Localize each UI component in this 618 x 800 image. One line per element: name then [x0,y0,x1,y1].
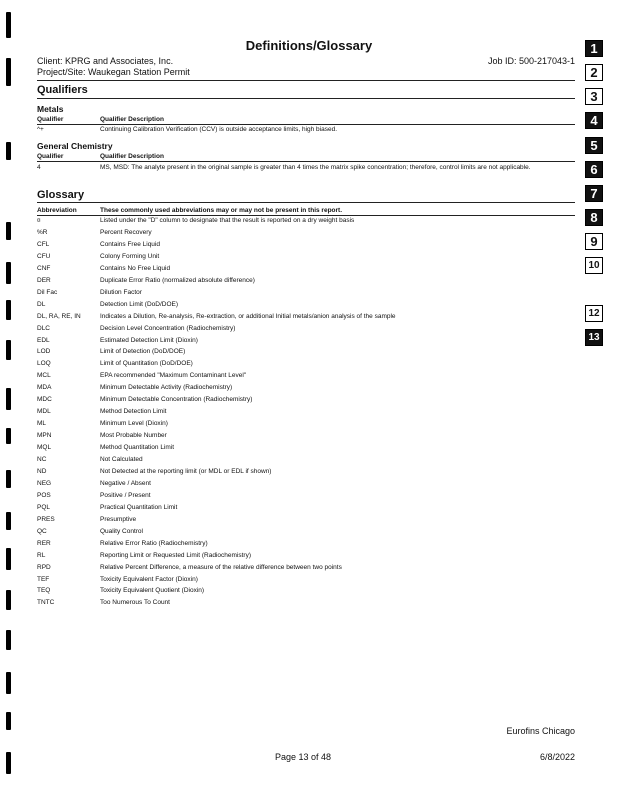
abbreviation: PRES [37,515,55,523]
abbreviation-meaning: Not Detected at the reporting limit (or MDL or EDL if shown) [100,467,272,475]
section-tab-10[interactable]: 10 [585,257,603,274]
abbreviation-meaning: Listed under the "D" column to designate that the result is reported on a dry weight basis [100,217,355,224]
abbreviation-meaning: Practical Quantitation Limit [100,503,178,511]
abbreviation: NEG [37,479,52,487]
abbreviation: CFL [37,240,50,248]
abbreviation: DL, RA, RE, IN [37,312,81,320]
abbreviation-meaning: Indicates a Dilution, Re-analysis, Re-extraction, or additional Initial metals/anion analysis of the sample [100,312,396,320]
abbreviation-meaning: Dilution Factor [100,288,142,296]
job-id: Job ID: 500-217043-1 [487,56,575,66]
binder-mark [6,142,11,160]
binder-mark [6,470,11,488]
abbreviation: CNF [37,264,51,272]
abbreviation-meaning: Estimated Detection Limit (Dioxin) [100,336,198,344]
abbreviation-meaning: Minimum Detectable Concentration (Radiochemistry) [100,396,253,404]
abbreviation: TEF [37,575,50,583]
column-header-qualifier: Qualifier [37,116,64,123]
column-rule [37,161,575,162]
abbreviation-meaning: Contains Free Liquid [100,240,160,248]
abbreviation-meaning: EPA recommended "Maximum Contaminant Level" [100,372,247,380]
page-number: Page 13 of 48 [275,752,332,762]
abbreviation: ¤ [37,217,41,224]
section-tab-8[interactable]: 8 [585,209,603,226]
section-tab-12[interactable]: 12 [585,305,603,322]
abbreviation-meaning: Too Numerous To Count [100,599,170,607]
abbreviation: DER [37,276,51,284]
abbreviation-meaning: Reporting Limit or Requested Limit (Radiochemistry) [100,551,252,559]
abbreviation: DLC [37,324,51,332]
abbreviation-meaning: Decision Level Concentration (Radiochemistry) [100,324,236,332]
abbreviation-meaning: Percent Recovery [100,228,152,236]
abbreviation: MDA [37,384,52,392]
abbreviation-meaning: Detection Limit (DoD/DOE) [100,300,179,308]
abbreviation-meaning: Not Calculated [100,456,143,463]
column-header-description: Qualifier Description [100,153,164,160]
section-tab-7[interactable]: 7 [585,185,603,202]
abbreviation-meaning: Colony Forming Unit [100,252,160,260]
binder-mark [6,388,11,410]
abbreviation-meaning: Toxicity Equivalent Factor (Dioxin) [100,575,198,583]
abbreviation-meaning: Duplicate Error Ratio (normalized absolute difference) [100,276,255,284]
section-tab-9[interactable]: 9 [585,233,603,250]
abbreviation-meaning: Limit of Quantitation (DoD/DOE) [100,360,193,368]
abbreviation: PQL [37,503,51,511]
abbreviation: MCL [37,372,51,380]
binder-mark [6,58,11,86]
abbreviation: RL [37,551,46,559]
abbreviation: MDC [37,396,52,404]
header-rule [37,80,575,81]
lab-name: Eurofins Chicago [506,726,575,736]
binder-mark [6,222,11,240]
column-rule [37,124,575,125]
abbreviation-meaning: Relative Percent Difference, a measure of the relative difference between two points [100,563,342,571]
abbreviation-meaning: Relative Error Ratio (Radiochemistry) [100,539,208,547]
abbreviation: TEQ [37,587,51,595]
section-tab-2[interactable]: 2 [585,64,603,81]
qualifier-code: 4 [37,164,41,171]
binder-mark [6,428,11,444]
abbreviation-meaning: Negative / Absent [100,479,151,487]
abbreviation: TNTC [37,599,55,607]
group-heading-general-chemistry: General Chemistry [37,141,113,151]
abbreviation-meaning: Toxicity Equivalent Quotient (Dioxin) [100,587,205,595]
abbreviation-meaning: Positive / Present [100,491,151,499]
abbreviation: MPN [37,432,52,440]
binder-mark [6,12,11,38]
section-tab-13[interactable]: 13 [585,329,603,346]
qualifier-description: Continuing Calibration Verification (CCV) is outside acceptance limits, high biased. [100,126,338,133]
abbreviation: CFU [37,252,51,260]
section-tab-5[interactable]: 5 [585,137,603,154]
qualifier-description: MS, MSD: The analyte present in the original sample is greater than 4 times the matrix spike concentration; therefore, control limits are not applicable. [100,164,531,171]
binder-mark [6,672,11,694]
glossary-heading: Glossary [37,189,85,201]
abbreviation-meaning: Presumptive [100,515,137,523]
abbreviation-meaning: Limit of Detection (DoD/DOE) [100,348,186,356]
abbreviation: ML [37,420,47,428]
project-line: Project/Site: Waukegan Station Permit [37,67,190,77]
abbreviation: RPD [37,563,51,571]
abbreviation: POS [37,491,51,499]
abbreviation: ND [37,467,47,475]
binder-mark [6,262,11,284]
abbreviation: QC [37,527,47,535]
qualifier-code: ^+ [37,126,44,133]
binder-mark [6,712,11,730]
client-line: Client: KPRG and Associates, Inc. [37,56,174,66]
section-tab-4[interactable]: 4 [585,112,603,129]
abbreviation-meaning: Quality Control [100,527,143,535]
abbreviation: MQL [37,444,52,452]
abbreviation: RER [37,539,51,547]
binder-mark [6,340,11,360]
report-date: 6/8/2022 [539,752,575,762]
abbreviation-meaning: Contains No Free Liquid [100,264,171,272]
qualifiers-heading: Qualifiers [37,84,88,96]
abbreviation: LOD [37,348,51,356]
column-header-meaning: These commonly used abbreviations may or may not be present in this report. [100,207,343,214]
section-tab-6[interactable]: 6 [585,161,603,178]
abbreviation-meaning: Most Probable Number [100,432,167,440]
page-title: Definitions/Glossary [245,38,373,53]
binder-mark [6,630,11,650]
abbreviation: LOQ [37,360,51,368]
binder-mark [6,752,11,774]
abbreviation-meaning: Method Quantitation Limit [100,444,175,452]
column-header-description: Qualifier Description [100,116,164,123]
column-rule [37,215,575,216]
abbreviation: EDL [37,336,50,344]
column-header-qualifier: Qualifier [37,153,64,160]
column-header-abbreviation: Abbreviation [37,207,77,214]
binder-mark [6,300,11,320]
binder-mark [6,548,11,570]
section-rule [37,98,575,99]
binder-mark [6,512,11,530]
abbreviation: NC [37,456,47,463]
section-tab-3[interactable]: 3 [585,88,603,105]
section-rule [37,202,575,203]
abbreviation-meaning: Minimum Detectable Activity (Radiochemistry) [100,384,233,392]
abbreviation: MDL [37,408,51,416]
abbreviation: Dil Fac [37,288,58,296]
binder-mark [6,590,11,610]
section-tab-1[interactable]: 1 [585,40,603,57]
abbreviation: DL [37,300,46,308]
abbreviation-meaning: Minimum Level (Dioxin) [100,420,168,428]
abbreviation: %R [37,228,48,236]
abbreviation-meaning: Method Detection Limit [100,408,167,416]
group-heading-metals: Metals [37,104,64,114]
